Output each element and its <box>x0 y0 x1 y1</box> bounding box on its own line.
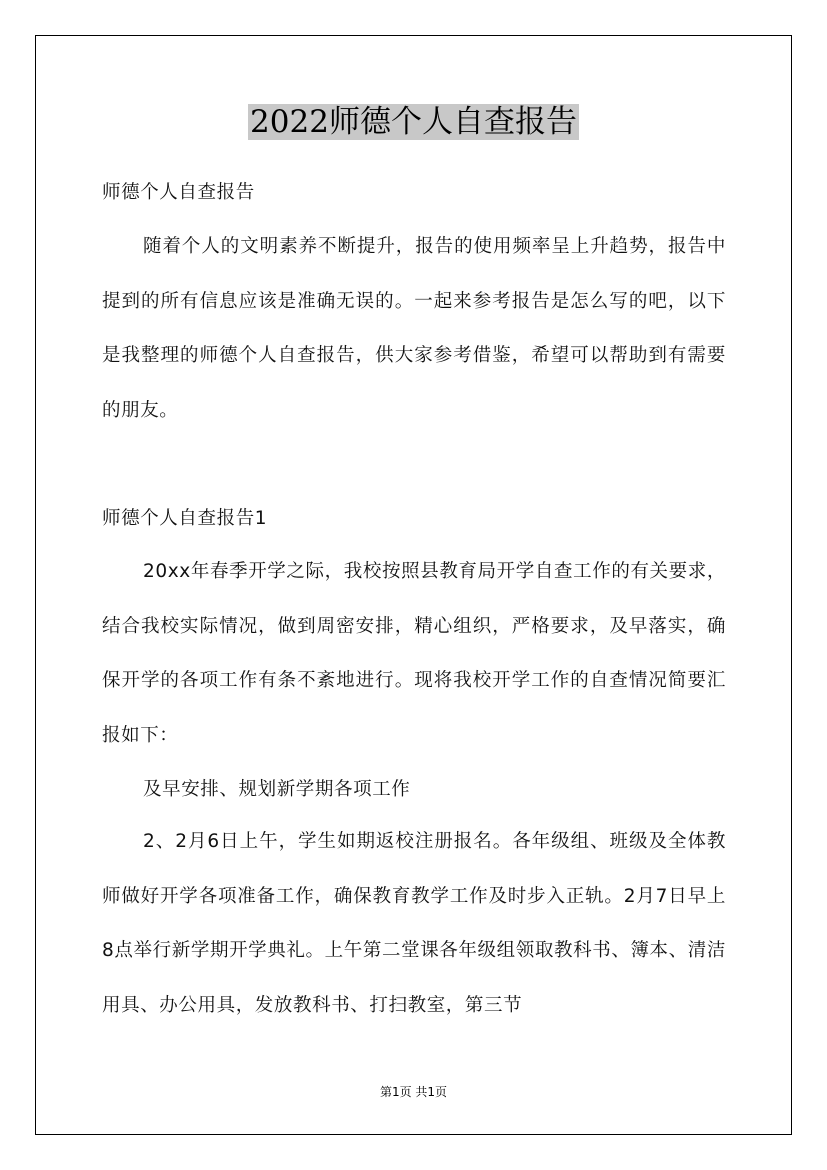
body-paragraph-1: 20xx年春季开学之际，我校按照县教育局开学自查工作的有关要求，结合我校实际情况，做到周密安排，精心组织，严格要求，及早落实，确保开学的各项工作有条不紊地进行。现将我校开学工作的自查情况简要汇报如下： <box>102 561 726 746</box>
intro-paragraph: 随着个人的文明素养不断提升，报告的使用频率呈上升趋势，报告中提到的所有信息应该是准确无误的。一起来参考报告是怎么写的吧，以下是我整理的师德个人自查报告，供大家参考借鉴，希望可以帮助到有需要的朋友。 <box>102 236 726 421</box>
document-title <box>0 100 827 144</box>
section-heading: 师德个人自查报告 <box>102 182 255 203</box>
page-footer: 第1页 共1页 <box>379 1085 448 1099</box>
report-heading: 师德个人自查报告1 <box>102 508 268 529</box>
body-paragraph-2: 2、2月6日上午，学生如期返校注册报名。各年级组、班级及全体教师做好开学各项准备工作，确保教育教学工作及时步入正轨。2月7日早上8点举行新学期开学典礼。上午第二堂课各年级组领取教科书、簿本、清洁用具、办公用具，发放教科书、打扫教室，第三节 <box>102 831 726 1016</box>
subheading: 及早安排、规划新学期各项工作 <box>143 779 411 800</box>
title-highlight: 2022师德个人自查报告 <box>250 104 577 140</box>
